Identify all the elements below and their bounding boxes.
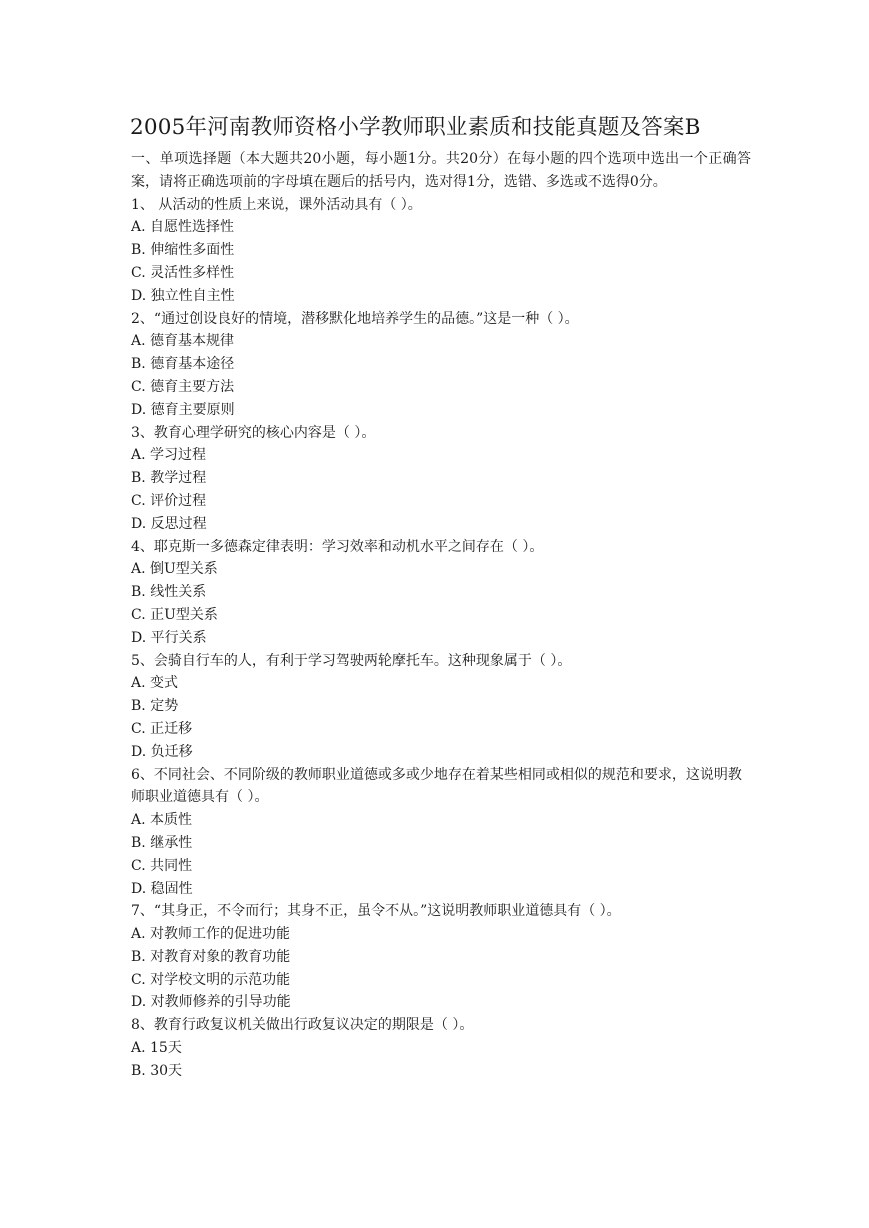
option-b: B. 伸缩性多面性 xyxy=(131,242,235,259)
option-a: A. 自愿性选择性 xyxy=(131,219,235,236)
document-title: 2005年河南教师资格小学教师职业素质和技能真题及答案B xyxy=(130,115,701,140)
option-a: A. 倒U型关系 xyxy=(131,561,218,578)
question-stem: 1、 从活动的性质上来说，课外活动具有（ ）。 xyxy=(131,196,422,213)
document-body xyxy=(131,148,751,1083)
option-a: A. 变式 xyxy=(131,675,179,692)
question-5 xyxy=(131,650,751,764)
question-stem: 5、会骑自行车的人，有利于学习驾驶两轮摩托车。这种现象属于（ ）。 xyxy=(131,652,572,669)
option-c: C. 正U型关系 xyxy=(131,606,218,623)
option-a: A. 本质性 xyxy=(131,812,193,829)
option-b: B. 继承性 xyxy=(131,834,193,851)
section-intro: 一、单项选择题（本大题共20小题，每小题1分。共20分）在每小题的四个选项中选出一个正确答案，请将正确选项前的字母填在题后的括号内，选对得1分，选错、多选或不选得0分。 xyxy=(131,151,751,190)
option-d: D. 独立性自主性 xyxy=(131,287,235,304)
option-a: A. 对教师工作的促进功能 xyxy=(131,926,291,943)
question-3 xyxy=(131,422,751,536)
option-d: D. 稳固性 xyxy=(131,880,193,897)
option-b: B. 30天 xyxy=(131,1062,183,1079)
option-b: B. 线性关系 xyxy=(131,584,207,601)
option-c: C. 灵活性多样性 xyxy=(131,264,235,281)
question-4 xyxy=(131,536,751,650)
question-stem: 4、耶克斯一多德森定律表明：学习效率和动机水平之间存在（ ）。 xyxy=(131,538,544,555)
question-stem: 8、教育行政复议机关做出行政复议决定的期限是（ ）。 xyxy=(131,1017,474,1034)
option-b: B. 德育基本途径 xyxy=(131,356,235,373)
option-b: B. 定势 xyxy=(131,698,179,715)
question-stem: 2、“通过创设良好的情境，潜移默化地培养学生的品德。”这是一种（ ）。 xyxy=(131,310,579,327)
question-stem: 7、“其身正，不令而行；其身不正，虽令不从。”这说明教师职业道德具有（ ）。 xyxy=(131,903,621,920)
option-c: C. 正迁移 xyxy=(131,720,193,737)
question-7 xyxy=(131,900,751,1014)
option-d: D. 平行关系 xyxy=(131,629,207,646)
option-c: C. 德育主要方法 xyxy=(131,378,235,395)
option-b: B. 对教育对象的教育功能 xyxy=(131,948,291,965)
option-c: C. 对学校文明的示范功能 xyxy=(131,971,291,988)
option-d: D. 反思过程 xyxy=(131,515,207,532)
option-c: C. 评价过程 xyxy=(131,492,207,509)
question-stem: 6、不同社会、不同阶级的教师职业道德或多或少地存在着某些相同或相似的规范和要求，这说明教师职业道德具有（ ）。 xyxy=(131,766,742,806)
option-a: A. 德育基本规律 xyxy=(131,333,235,350)
question-8 xyxy=(131,1014,751,1082)
option-a: A. 15天 xyxy=(131,1040,182,1057)
option-b: B. 教学过程 xyxy=(131,470,207,487)
option-d: D. 对教师修养的引导功能 xyxy=(131,994,291,1011)
option-d: D. 德育主要原则 xyxy=(131,401,235,418)
question-2 xyxy=(131,308,751,422)
option-a: A. 学习过程 xyxy=(131,447,207,464)
option-d: D. 负迁移 xyxy=(131,743,193,760)
option-c: C. 共同性 xyxy=(131,857,193,874)
question-1 xyxy=(131,194,751,308)
question-6 xyxy=(131,764,751,901)
question-stem: 3、教育心理学研究的核心内容是（ ）。 xyxy=(131,424,376,441)
